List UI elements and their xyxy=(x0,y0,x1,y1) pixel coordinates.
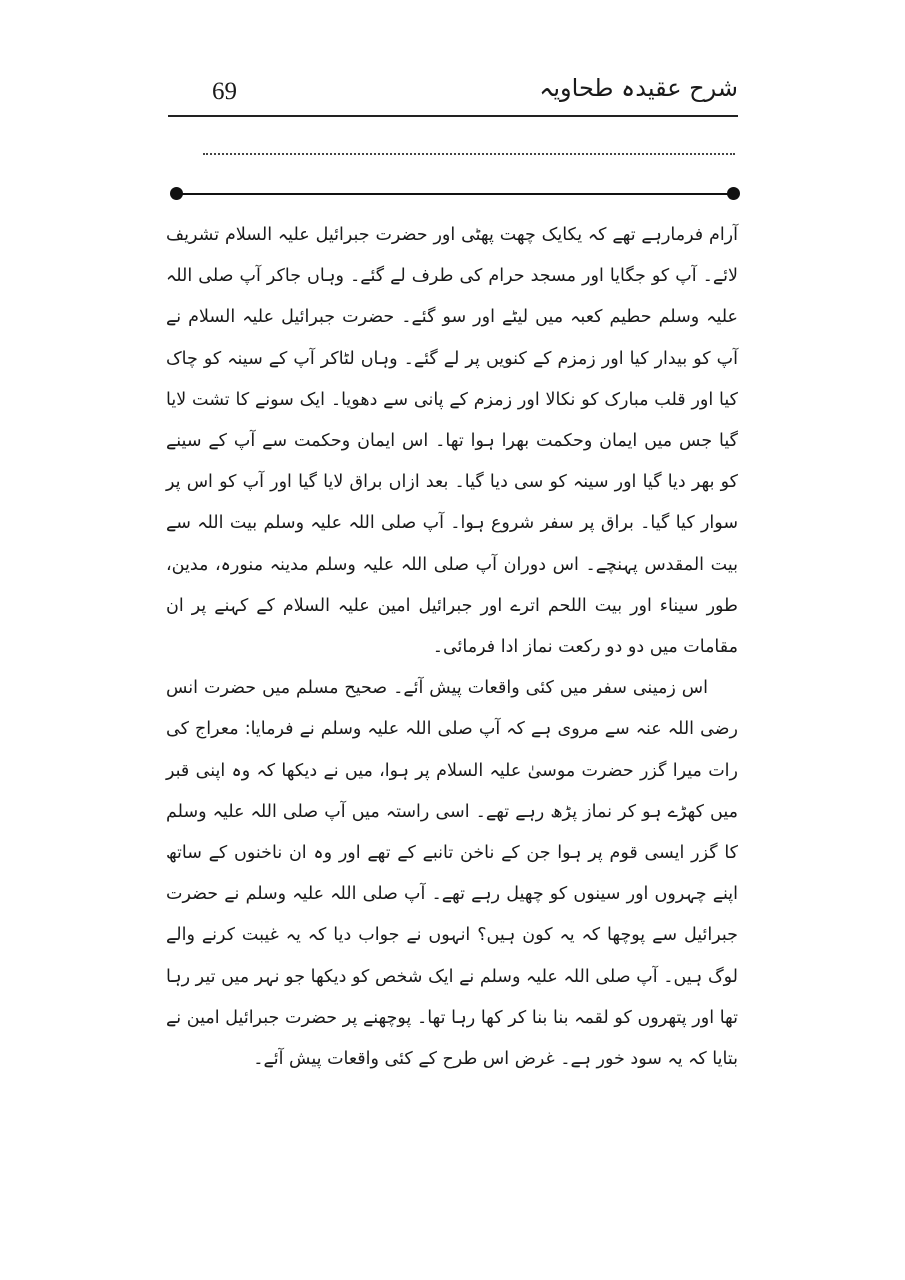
dotted-separator xyxy=(203,153,735,155)
body-text xyxy=(166,215,738,1080)
paragraph: اس زمینی سفر میں کئی واقعات پیش آئے۔ صحیح مسلم میں حضرت انس رضی اللہ عنہ سے مروی ہے کہ آپ صلی اللہ علیہ وسلم نے فرمایا: معراج کی رات میرا گزر حضرت موسیٰ علیہ السلام پر ہوا، میں نے دیکھا کہ وہ اپنی قبر میں کھڑے ہو کر نماز پڑھ رہے تھے۔ اسی راستہ میں آپ صلی اللہ علیہ وسلم کا گزر ایسی قوم پر ہوا جن کے ناخن تانبے کے تھے اور وہ ان ناخنوں کے ساتھ اپنے چہروں اور سینوں کو چھیل رہے تھے۔ آپ صلی اللہ علیہ وسلم نے حضرت جبرائیل سے پوچھا کہ یہ کون ہیں؟ انہوں نے جواب دیا کہ یہ غیبت کرنے والے لوگ ہیں۔ آپ صلی اللہ علیہ وسلم نے ایک شخص کو دیکھا جو نہر میں تیر رہا تھا اور پتھروں کو لقمہ بنا بنا کر کھا رہا تھا۔ پوچھنے پر حضرت جبرائیل امین نے بتایا کہ یہ سود خور ہے۔ غرض اس طرح کے کئی واقعات پیش آئے۔ xyxy=(166,678,738,1070)
section-divider xyxy=(170,184,740,204)
divider-dot-left xyxy=(170,187,183,200)
book-title: شرح عقیدہ طحاویہ xyxy=(539,74,738,102)
page-header xyxy=(168,72,738,116)
page-number: 69 xyxy=(212,78,237,105)
divider-line xyxy=(178,193,732,195)
paragraph: آرام فرمارہے تھے کہ یکایک چھت پھٹی اور حضرت جبرائیل علیہ السلام تشریف لائے۔ آپ کو جگایا اور مسجد حرام کی طرف لے گئے۔ وہاں جاکر آپ صلی اللہ علیہ وسلم حطیم کعبہ میں لیٹے اور سو گئے۔ حضرت جبرائیل علیہ السلام نے آپ کو بیدار کیا اور زمزم کے کنویں پر لے گئے۔ وہاں لٹاکر آپ کے سینہ کو چاک کیا اور قلب مبارک کو نکالا اور زمزم کے پانی سے دھویا۔ ایک سونے کا تشت لایا گیا جس میں ایمان وحکمت بھرا ہوا تھا۔ اس ایمان وحکمت سے آپ کے سینے کو بھر دیا گیا اور سینہ کو سی دیا گیا۔ بعد ازاں براق لایا گیا اور آپ کو اس پر سوار کیا گیا۔ براق پر سفر شروع ہوا۔ آپ صلی اللہ علیہ وسلم بیت اللہ سے بیت المقدس پہنچے۔ اس دوران آپ صلی اللہ علیہ وسلم مدینہ منورہ، مدین، طور سیناء اور بیت اللحم اترے اور جبرائیل امین علیہ السلام کے کہنے پر ان مقامات میں دو دو رکعت نماز ادا فرمائی۔ xyxy=(166,225,738,658)
header-rule xyxy=(168,115,738,117)
divider-dot-right xyxy=(727,187,740,200)
